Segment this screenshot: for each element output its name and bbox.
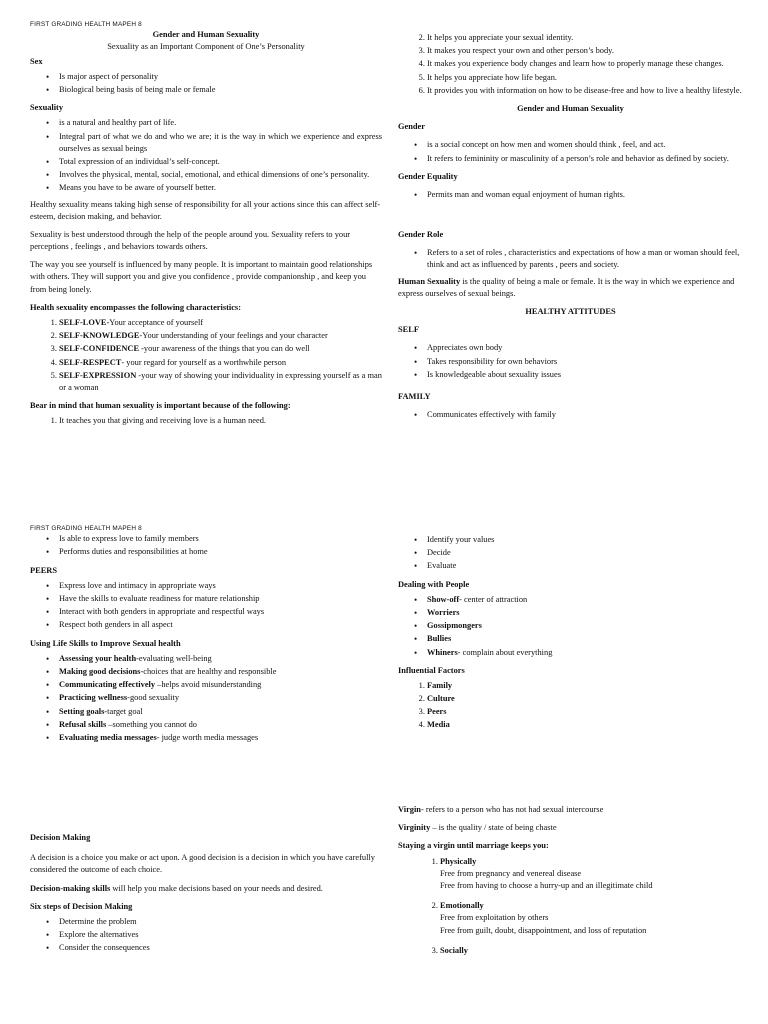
list-item: • Biological being basis of being male or female	[59, 84, 382, 96]
list-item: • Refusal skills –something you cannot do	[59, 719, 382, 731]
peers-heading: PEERS	[30, 565, 57, 575]
page1-right-column	[398, 30, 743, 500]
characteristics-list	[30, 317, 382, 394]
list-item: 2. Culture	[427, 693, 743, 705]
peers-list	[30, 580, 382, 632]
list-item: • Gossipmongers	[427, 620, 743, 632]
page3-right-column	[398, 804, 743, 1019]
list-item: • Identify your values	[427, 534, 743, 546]
list-item: • Respect both genders in all aspect	[59, 619, 382, 631]
importance-heading: Bear in mind that human sexuality is important because of the following:	[30, 401, 291, 411]
gender-list	[398, 139, 743, 164]
list-item: • It refers to femininity or masculinity of a person’s role and behavior as defined by society.	[427, 153, 743, 165]
six-steps-list	[30, 916, 382, 955]
list-item: 1. SELF-LOVE-Your acceptance of yourself	[59, 317, 382, 329]
importance-list	[30, 415, 382, 427]
list-item: 3. SELF-CONFIDENCE -your awareness of the things that you can do well	[59, 343, 382, 355]
influential-factors-heading: Influential Factors	[398, 665, 465, 675]
list-item: • Communicates effectively with family	[427, 409, 743, 421]
decision-steps-continued	[398, 534, 743, 573]
list-item: • Performs duties and responsibilities at home	[59, 546, 382, 558]
self-heading: SELF	[398, 325, 419, 335]
list-item: • Decide	[427, 547, 743, 559]
human-sexuality-definition: Human Sexuality is the quality of being a male or female. It is the way in which we experience and express ourselves of sexual beings.	[398, 276, 735, 298]
list-item: • Means you have to be aware of yourself better.	[59, 182, 382, 194]
list-item: • Total expression of an individual’s self-concept.	[59, 156, 382, 168]
sexuality-heading: Sexuality	[30, 103, 64, 113]
decision-definition: A decision is a choice you make or act upon. A good decision is a decision in which you have carefully considered the outcome of each choice.	[30, 853, 375, 875]
gender-heading: Gender	[398, 122, 425, 132]
list-item: • Is knowledgeable about sexuality issues	[427, 369, 743, 381]
list-item: • is a natural and healthy part of life.	[59, 117, 382, 129]
staying-virgin-heading: Staying a virgin until marriage keeps you:	[398, 841, 549, 851]
gender-role-heading: Gender Role	[398, 230, 444, 240]
list-item: • Evaluating media messages- judge worth media messages	[59, 732, 382, 744]
list-item: • Communicating effectively –helps avoid misunderstanding	[59, 679, 382, 691]
list-item: 3. Socially	[440, 945, 743, 957]
gender-role-list	[398, 247, 743, 271]
list-item: • Appreciates own body	[427, 342, 743, 354]
list-item: • Assessing your health-evaluating well-being	[59, 653, 382, 665]
list-item: 4. Media	[427, 719, 743, 731]
list-item: • Setting goals-target goal	[59, 706, 382, 718]
list-item: • is a social concept on how men and women should think , feel, and act.	[427, 139, 743, 151]
life-skills-list	[30, 653, 382, 744]
list-item: • Takes responsibility for own behaviors	[427, 356, 743, 368]
paragraph-healthy-sexuality: Healthy sexuality means taking high sense of responsibility for all your actions since this can affect self-esteem, decision making, and behavior.	[30, 199, 381, 221]
list-item: • Involves the physical, mental, social, emotional, and ethical dimensions of one’s personality.	[59, 169, 382, 181]
list-item: 5. It helps you appreciate how life began.	[427, 72, 743, 84]
list-item: • Is major aspect of personality	[59, 71, 382, 83]
characteristics-heading: Health sexuality encompasses the following characteristics:	[30, 302, 241, 312]
life-skills-heading: Using Life Skills to Improve Sexual health	[30, 638, 181, 648]
list-item: • Have the skills to evaluate readiness for mature relationship	[59, 593, 382, 605]
document-title: Gender and Human Sexuality	[152, 30, 260, 40]
list-item: 5. SELF-EXPRESSION -your way of showing your individuality in expressing yourself as a man or a woman	[59, 370, 382, 394]
list-item: 3. It makes you respect your own and other person’s body.	[427, 45, 743, 57]
gender-equality-list	[398, 189, 743, 201]
list-item: • Whiners- complain about everything	[427, 647, 743, 659]
decision-skills-paragraph: Decision-making skills will help you make decisions based on your needs and desired.	[30, 883, 323, 893]
six-steps-heading: Six steps of Decision Making	[30, 901, 133, 911]
list-item: • Worriers	[427, 607, 743, 619]
virginity-benefits-list	[398, 856, 743, 957]
list-item: 6. It provides you with information on how to be disease-free and how to live a healthy lifestyle.	[427, 85, 743, 97]
list-item: • Evaluate	[427, 560, 743, 572]
list-item: 2. Emotionally Free from exploitation by others Free from guilt, doubt, disappointment, and loss of reputation	[440, 900, 743, 937]
paragraph-influence: The way you see yourself is influenced by many people. It is important to maintain good relationships with others. They will support you and give you confidence , provide companionship , and keep you from being lonely.	[30, 260, 373, 294]
importance-list-continued	[398, 32, 743, 97]
list-item: • Consider the consequences	[59, 942, 382, 954]
gender-equality-heading: Gender Equality	[398, 171, 458, 181]
list-item: • Explore the alternatives	[59, 929, 382, 941]
page2-left-column	[30, 524, 382, 774]
list-item: 1. Physically Free from pregnancy and venereal disease Free from having to choose a hurry-up and an illegitimate child	[440, 856, 743, 893]
list-item: 1. It teaches you that giving and receiving love is a human need.	[59, 415, 382, 427]
list-item: • Determine the problem	[59, 916, 382, 928]
dealing-with-people-list	[398, 594, 743, 659]
page3-left-column	[30, 832, 382, 1022]
list-item: • Bullies	[427, 633, 743, 645]
family-heading: FAMILY	[398, 391, 431, 401]
family-list	[398, 409, 743, 421]
influential-factors-list	[398, 680, 743, 732]
list-item: 3. Peers	[427, 706, 743, 718]
section-title: Gender and Human Sexuality	[517, 103, 624, 113]
page2-right-column	[398, 534, 743, 774]
list-item: • Integral part of what we do and who we are; it is the way in which we experience and express ourselves as sexual beings	[59, 131, 382, 155]
sex-list	[30, 71, 382, 96]
sex-heading: Sex	[30, 56, 43, 66]
list-item: • Is able to express love to family members	[59, 533, 382, 545]
list-item: • Refers to a set of roles , characteristics and expectations of how a man or woman should feel, think and act as influenced by parents , peers and society.	[427, 247, 743, 271]
list-item: • Permits man and woman equal enjoyment of human rights.	[427, 189, 743, 201]
paragraph-sexuality-understood: Sexuality is best understood through the help of the people around you. Sexuality refers to your perceptions , feelings , and behaviors towards others.	[30, 229, 351, 252]
healthy-attitudes-heading: HEALTHY ATTITUDES	[525, 307, 616, 316]
page-header: FIRST GRADING HEALTH MAPEH 8	[30, 21, 142, 28]
list-item: 2. SELF-KNOWLEDGE-Your understanding of your feelings and your character	[59, 330, 382, 342]
list-item: 4. SELF-RESPECT- your regard for yourself as a worthwhile person	[59, 357, 382, 369]
virginity-definition: Virginity – is the quality / state of being chaste	[398, 823, 557, 833]
document-subtitle: Sexuality as an Important Component of One’s Personality	[107, 42, 305, 52]
list-item: 4. It makes you experience body changes and learn how to properly manage these changes.	[427, 58, 743, 70]
list-item: 1. Family	[427, 680, 743, 692]
virgin-definition: Virgin- refers to a person who has not had sexual intercourse	[398, 805, 604, 814]
self-list	[398, 342, 743, 381]
family-list-continued	[30, 533, 382, 558]
page-header: FIRST GRADING HEALTH MAPEH 8	[30, 525, 142, 532]
decision-making-heading: Decision Making	[30, 833, 91, 842]
list-item: 2. It helps you appreciate your sexual identity.	[427, 32, 743, 44]
sexuality-list	[30, 117, 382, 194]
list-item: • Show-off- center of attraction	[427, 594, 743, 606]
dealing-with-people-heading: Dealing with People	[398, 579, 470, 589]
page1-left-column	[30, 20, 382, 490]
list-item: • Practicing wellness-good sexuality	[59, 692, 382, 704]
list-item: • Interact with both genders in appropriate and respectful ways	[59, 606, 382, 618]
list-item: • Making good decisions-choices that are healthy and responsible	[59, 666, 382, 678]
list-item: • Express love and intimacy in appropriate ways	[59, 580, 382, 592]
